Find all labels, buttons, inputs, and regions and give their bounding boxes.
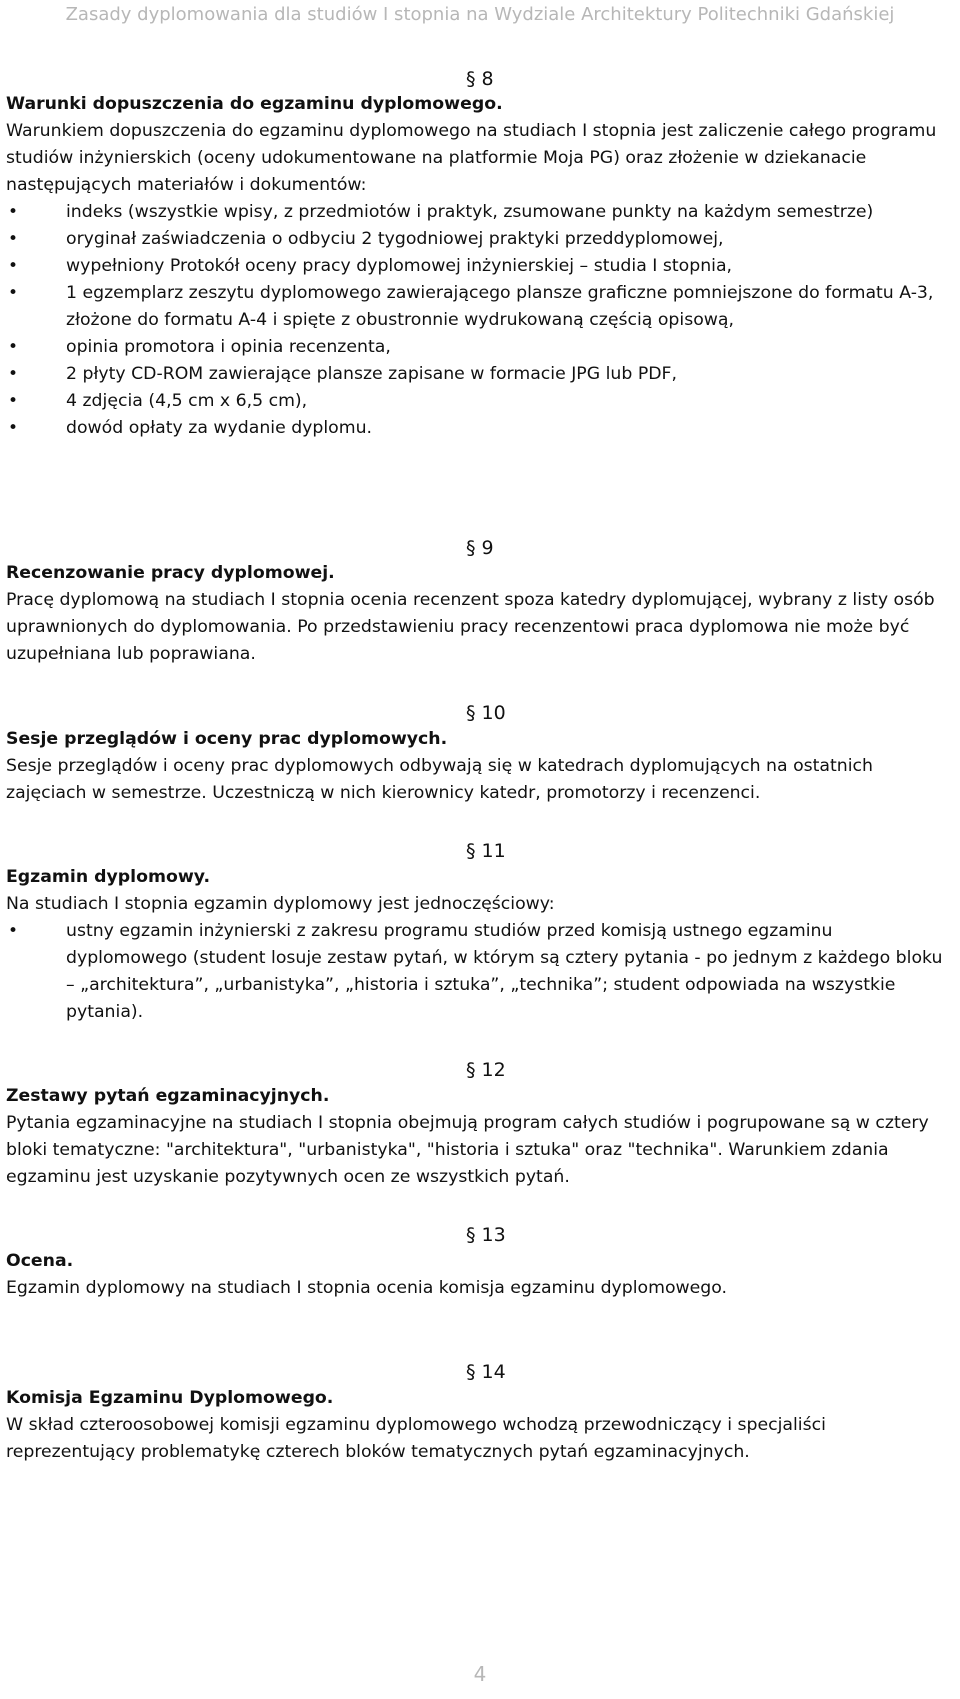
section-12 [6,1083,956,1191]
bullet-icon: • [8,391,19,411]
bullet-icon: • [8,229,19,249]
section-title: Komisja Egzaminu Dyplomowego. [6,1388,334,1408]
section-14 [6,1385,956,1466]
list-item: • opinia promotora i opinia recenzenta, [6,334,956,361]
bullet-icon: • [8,283,19,303]
list-item: • oryginał zaświadczenia o odbyciu 2 tygodniowej praktyki przeddyplomowej, [6,226,956,253]
list-item: • 2 płyty CD-ROM zawierające plansze zapisane w formacie JPG lub PDF, [6,361,956,388]
section-paragraph: W skład czteroosobowej komisji egzaminu dyplomowego wchodzą przewodniczący i specjaliści reprezentujący problematykę czterech bloków tematycznych pytań egzaminacyjnych. [6,1415,826,1462]
bullet-icon: • [8,921,19,941]
list-item: • dowód opłaty za wydanie dyplomu. [6,415,956,442]
section-11 [6,864,956,1026]
section-13 [6,1248,956,1302]
bullet-icon: • [8,202,19,222]
running-header: Zasady dyplomowania dla studiów I stopnia na Wydziale Architektury Politechniki Gdańskiej [65,4,895,25]
section-8 [6,91,956,442]
bullet-icon: • [8,364,19,384]
section-paragraph: Egzamin dyplomowy na studiach I stopnia ocenia komisja egzaminu dyplomowego. [6,1278,728,1298]
section-paragraph: Na studiach I stopnia egzamin dyplomowy jest jednoczęściowy: [6,894,555,914]
section-number: § 11 [466,840,506,862]
section-paragraph: Pracę dyplomową na studiach I stopnia ocenia recenzent spoza katedry dyplomującej, wybrany z listy osób uprawnionych do dyplomowania. Po przedstawieniu pracy recenzentowi praca dyplomowa nie może być uzupełniana lub poprawiana. [6,590,935,664]
list-item: • indeks (wszystkie wpisy, z przedmiotów i praktyk, zsumowane punkty na każdym semestrze) [6,199,956,226]
section-9 [6,560,956,668]
section-number: § 10 [466,702,506,724]
bullet-list [6,199,956,442]
list-item: • wypełniony Protokół oceny pracy dyplomowej inżynierskiej – studia I stopnia, [6,253,956,280]
section-title: Recenzowanie pracy dyplomowej. [6,563,335,583]
section-paragraph: Sesje przeglądów i oceny prac dyplomowych odbywają się w katedrach dyplomujących na ostatnich zajęciach w semestrze. Uczestniczą w nich kierownicy katedr, promotorzy i recenzenci. [6,756,873,803]
section-title: Ocena. [6,1251,74,1271]
bullet-icon: • [8,418,19,438]
section-title: Sesje przeglądów i oceny prac dyplomowych. [6,729,448,749]
section-paragraph: Pytania egzaminacyjne na studiach I stopnia obejmują program całych studiów i pogrupowane są w cztery bloki tematyczne: "architektura", "urbanistyka", "historia i sztuka" oraz "technika". Warunkiem zdania egzaminu jest uzyskanie pozytywnych ocen ze wszystkich pytań. [6,1113,929,1187]
list-item: • ustny egzamin inżynierski z zakresu programu studiów przed komisją ustnego egzaminu dyplomowego (student losuje zestaw pytań, w którym są cztery pytania - po jednym z każdego bloku – „architektura”, „urbanistyka”, „historia i sztuka”, „technika”; student odpowiada na wszystkie pytania). [6,918,956,1026]
section-number: § 8 [466,68,494,90]
section-10 [6,726,956,807]
list-item: • 1 egzemplarz zeszytu dyplomowego zawierającego plansze graficzne pomniejszone do formatu A-3, złożone do formatu A-4 i spięte z obustronnie wydrukowaną częścią opisową, [6,280,956,334]
section-title: Zestawy pytań egzaminacyjnych. [6,1086,330,1106]
section-paragraph: Warunkiem dopuszczenia do egzaminu dyplomowego na studiach I stopnia jest zaliczenie całego programu studiów inżynierskich (oceny udokumentowane na platformie Moja PG) oraz złożenie w dziekanacie następujących materiałów i dokumentów: [6,121,937,195]
section-number: § 12 [466,1059,506,1081]
section-number: § 13 [466,1224,506,1246]
section-number: § 9 [466,537,494,559]
bullet-icon: • [8,256,19,276]
section-title: Egzamin dyplomowy. [6,867,211,887]
bullet-icon: • [8,337,19,357]
section-number: § 14 [466,1361,506,1383]
bullet-list [6,918,956,1026]
section-title: Warunki dopuszczenia do egzaminu dyplomowego. [6,94,503,114]
page-number: 4 [473,1662,487,1686]
list-item: • 4 zdjęcia (4,5 cm x 6,5 cm), [6,388,956,415]
